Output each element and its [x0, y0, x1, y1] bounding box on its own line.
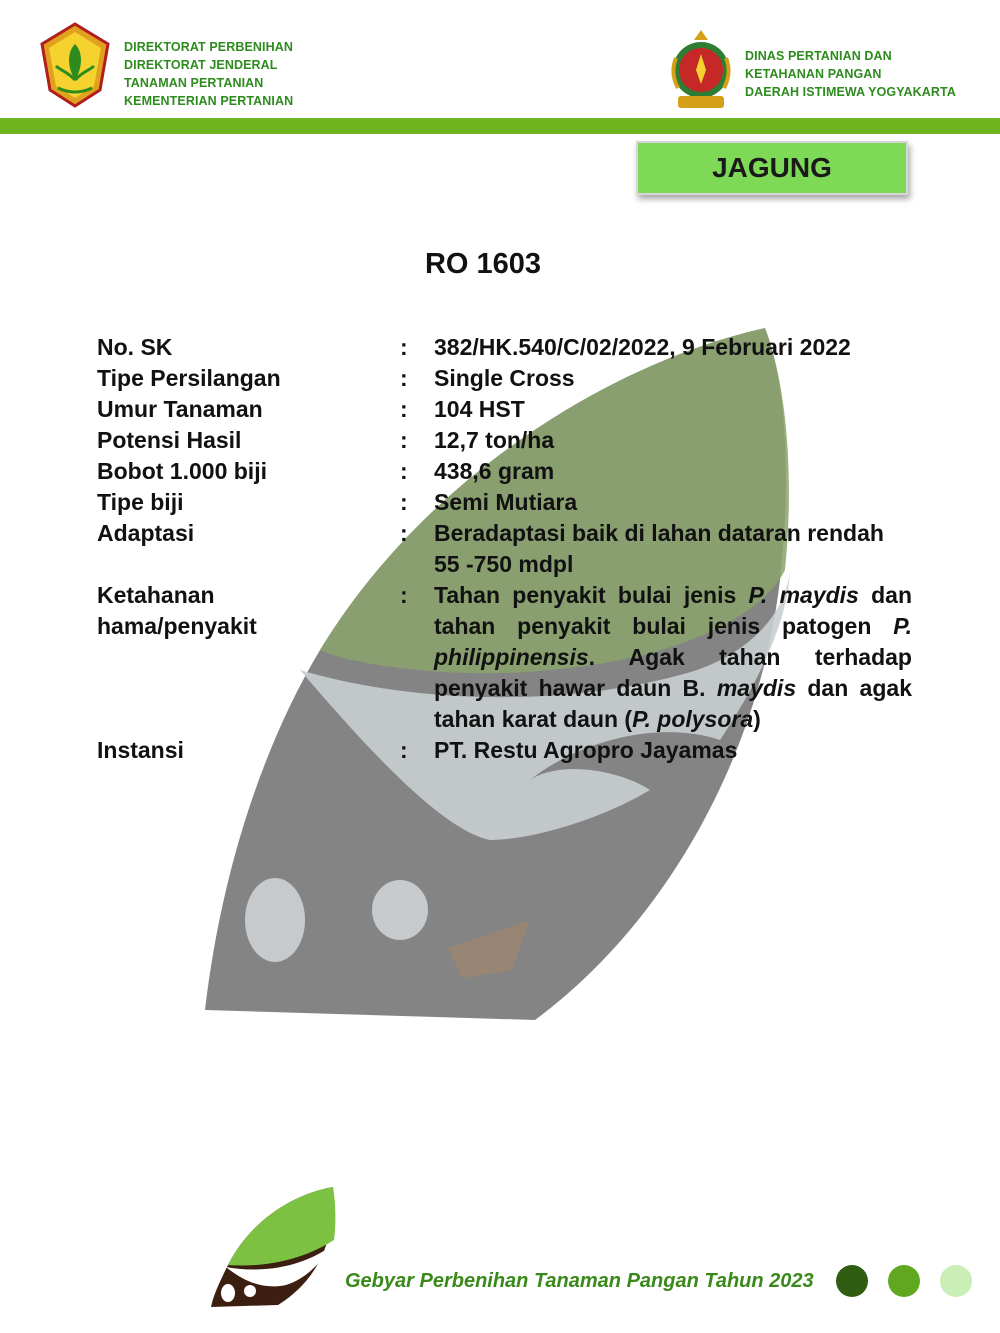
- field-label: No. SK: [97, 334, 173, 360]
- category-badge: [636, 141, 908, 195]
- field-label: Tipe biji: [97, 489, 184, 515]
- field-value: 12,7 ton/ha: [434, 427, 555, 453]
- field-label: Instansi: [97, 737, 184, 763]
- value-text: . Agak tahan terhadap penyakit hawar daun B.: [434, 644, 912, 701]
- field-colon: :: [400, 489, 408, 515]
- category-label: JAGUNG: [712, 152, 832, 183]
- field-value: 438,6 gram: [434, 458, 555, 484]
- field-colon: :: [400, 396, 408, 422]
- field-value: 104 HST: [434, 396, 525, 422]
- header-divider-bar: [0, 118, 1000, 134]
- variety-title: RO 1603: [424, 248, 542, 280]
- value-italic: P. philippinensis: [434, 613, 912, 670]
- field-label: Potensi Hasil: [97, 427, 242, 453]
- field-value: [434, 580, 912, 735]
- field-label: Tipe Persilangan: [97, 365, 281, 391]
- left-org-line: KEMENTERIAN PERTANIAN: [124, 94, 294, 108]
- footer-dot: [836, 1265, 868, 1297]
- field-label: Ketahanan hama/penyakit: [97, 582, 257, 639]
- field-value: 382/HK.540/C/02/2022, 9 Februari 2022: [434, 334, 851, 360]
- right-org-line: DAERAH ISTIMEWA YOGYAKARTA: [745, 85, 956, 99]
- value-text: ): [753, 706, 761, 732]
- event-title: Gebyar Perbenihan Tanaman Pangan Tahun 2023: [345, 1270, 814, 1292]
- footer-leaf-logo-icon: [208, 1185, 338, 1310]
- value-italic: maydis: [716, 675, 797, 701]
- value-text: dan tahan penyakit bulai jenis patogen: [434, 582, 913, 639]
- field-value: PT. Restu Agropro Jayamas: [434, 737, 738, 763]
- right-org-line: KETAHANAN PANGAN: [745, 67, 882, 81]
- field-colon: :: [400, 427, 408, 453]
- value-text: dan agak tahan karat daun (: [434, 675, 912, 732]
- right-org-name: [745, 47, 956, 101]
- left-org-line: TANAMAN PERTANIAN: [124, 76, 264, 90]
- field-colon: :: [400, 365, 408, 391]
- field-label: Umur Tanaman: [97, 396, 263, 422]
- field-value: Single Cross: [434, 365, 575, 391]
- field-colon: :: [400, 582, 408, 608]
- left-org-line: DIREKTORAT JENDERAL: [124, 58, 278, 72]
- field-label: Adaptasi: [97, 520, 195, 546]
- value-italic: P. polysora: [632, 706, 754, 732]
- field-colon: :: [400, 737, 408, 763]
- field-colon: :: [400, 520, 408, 546]
- field-value: Semi Mutiara: [434, 489, 578, 515]
- kementan-logo-icon: [38, 22, 112, 108]
- footer-dot: [888, 1265, 920, 1297]
- diy-emblem-icon: [668, 28, 734, 112]
- field-label: Bobot 1.000 biji: [97, 458, 267, 484]
- field-value: Beradaptasi baik di lahan dataran rendah 55 -750 mdpl: [434, 520, 884, 577]
- field-colon: :: [400, 334, 408, 360]
- right-org-line: DINAS PERTANIAN DAN: [745, 49, 892, 63]
- value-text: Tahan penyakit bulai jenis: [434, 582, 749, 608]
- left-org-name: [124, 38, 293, 110]
- left-org-line: DIREKTORAT PERBENIHAN: [124, 40, 294, 54]
- field-colon: :: [400, 458, 408, 484]
- value-italic: P. maydis: [748, 582, 859, 608]
- footer-dot: [940, 1265, 972, 1297]
